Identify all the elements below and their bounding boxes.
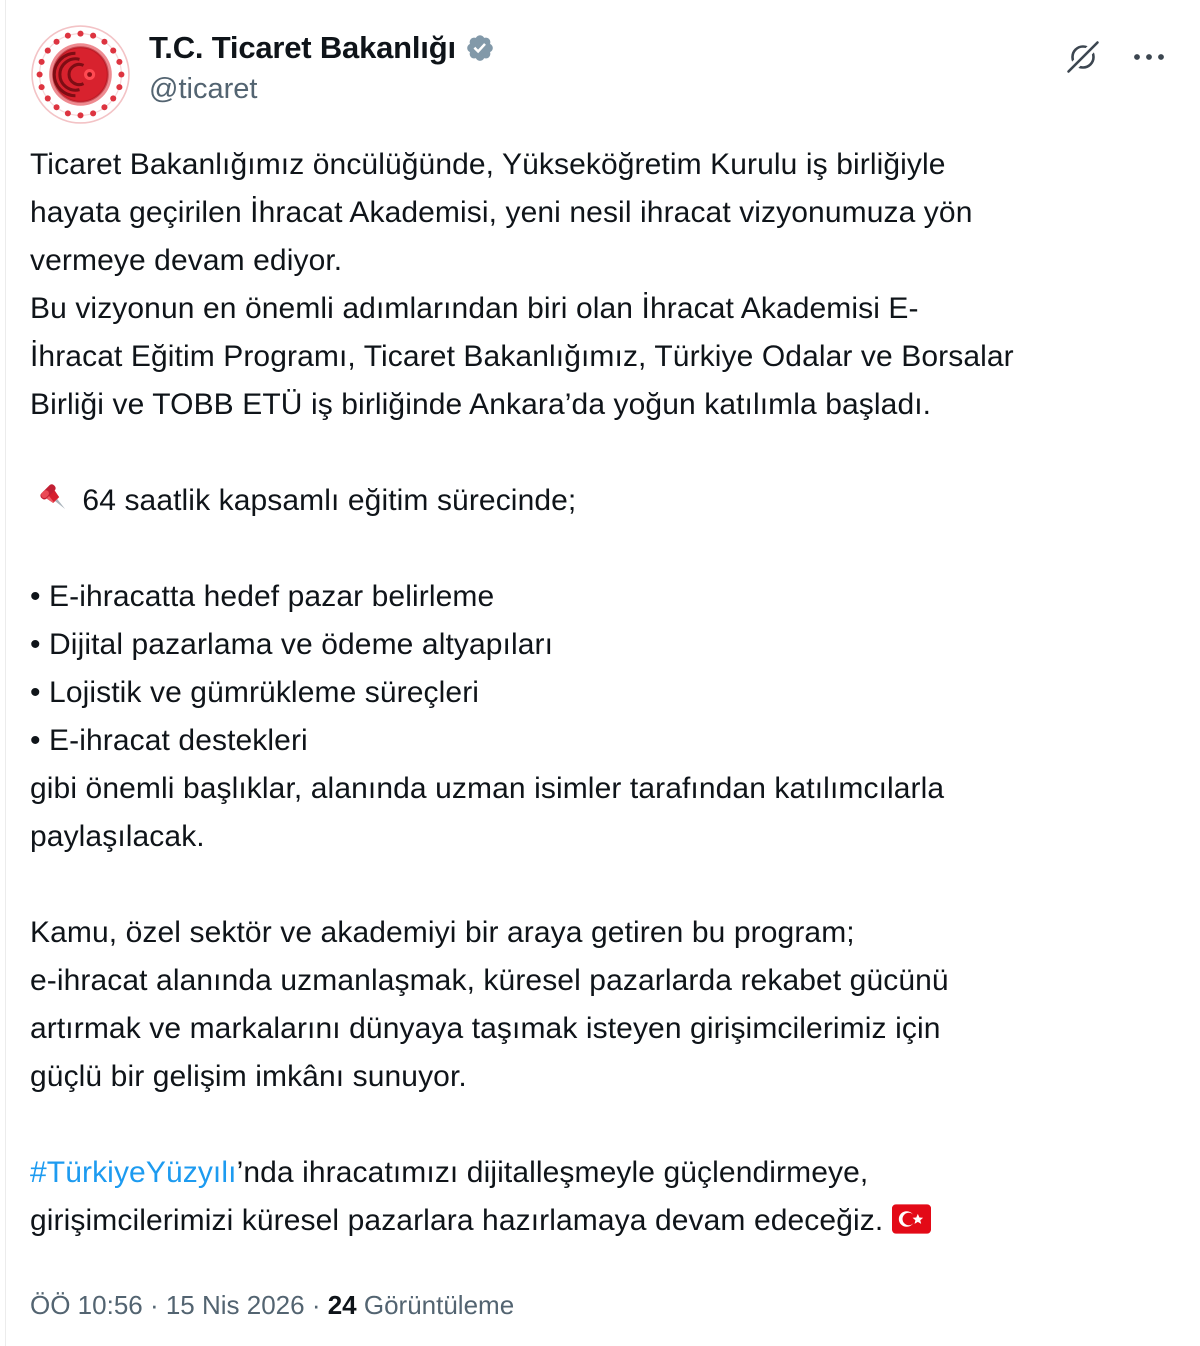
text-segment: Kamu, özel sektör ve akademiyi bir araya getiren bu program; [30, 916, 855, 949]
text-segment: gibi önemli başlıklar, alanında uzman isimler tarafından katılımcılarla [30, 772, 945, 805]
timestamp-row [30, 1289, 1166, 1321]
text-segment: ’nda ihracatımızı dijitalleşmeyle güçlendirmeye, [236, 1156, 869, 1189]
text-segment: e-ihracat alanında uzmanlaşmak, küresel pazarlarda rekabet gücünü [30, 964, 949, 997]
text-segment: • Lojistik ve gümrükleme süreçleri [30, 676, 480, 709]
bullet-list-line [30, 765, 1166, 813]
paragraph-1-line [30, 237, 1166, 285]
verified-badge-icon[interactable] [465, 33, 495, 63]
text-segment: paylaşılacak. [30, 820, 205, 853]
user-handle[interactable]: @ticaret [149, 73, 258, 105]
views-count: 24 [327, 1290, 357, 1320]
paragraph-1-line [30, 141, 1166, 189]
text-segment: güçlü bir gelişim imkânı sunuyor. [30, 1060, 467, 1093]
bullet-list-line [30, 717, 1166, 765]
avatar[interactable] [30, 24, 131, 125]
text-segment: • E-ihracatta hedef pazar belirleme [30, 580, 495, 613]
text-segment: Ticaret Bakanlığımız öncülüğünde, Yükseköğretim Kurulu iş birliğiyle [30, 148, 946, 181]
blank-line [30, 1101, 1166, 1149]
name-block [149, 24, 1064, 106]
bullet-list-line [30, 573, 1166, 621]
paragraph-3-line [30, 1005, 1166, 1053]
header-actions [1064, 38, 1166, 76]
text-segment: Bu vizyonun en önemli adımlarından biri olan İhracat Akademisi E- [30, 292, 919, 325]
text-segment: • E-ihracat destekleri [30, 724, 308, 757]
blank-line [30, 429, 1166, 477]
display-name[interactable]: T.C. Ticaret Bakanlığı [149, 30, 456, 65]
text-segment: vermeye devam ediyor. [30, 244, 343, 277]
turkey-flag-icon [892, 1201, 931, 1249]
bullet-list-line [30, 621, 1166, 669]
paragraph-1-line [30, 189, 1166, 237]
text-segment: • Dijital pazarlama ve ödeme altyapıları [30, 628, 554, 661]
text-segment: Birliği ve TOBB ETÜ iş birliğinde Ankara’da yoğun katılımla başladı. [30, 388, 932, 421]
paragraph-2-line [30, 333, 1166, 381]
paragraph-3-line [30, 909, 1166, 957]
hashtag-paragraph-line [30, 1197, 1166, 1245]
grok-actions-icon[interactable] [1064, 38, 1102, 76]
views-label: Görüntüleme [356, 1290, 515, 1320]
text-segment: artırmak ve markalarını dünyaya taşımak isteyen girişimcilerimiz için [30, 1012, 941, 1045]
blank-line [30, 861, 1166, 909]
paragraph-3-line [30, 1053, 1166, 1101]
ticaret-bakanligi-logo-icon [30, 24, 131, 125]
bullet-list-line [30, 813, 1166, 861]
blank-line [30, 525, 1166, 573]
paragraph-2-line [30, 285, 1166, 333]
column-divider [5, 0, 6, 1346]
more-icon[interactable] [1132, 51, 1166, 63]
tweet-text [30, 141, 1166, 1245]
pin-line-line [30, 477, 1166, 525]
text-segment: hayata geçirilen İhracat Akademisi, yeni nesil ihracat vizyonumuza yön [30, 196, 973, 229]
timestamp: ÖÖ 10:56 · 15 Nis 2026 · [30, 1290, 328, 1320]
text-segment: girişimcilerimizi küresel pazarlara hazırlamaya devam edeceğiz. [30, 1204, 892, 1237]
hashtag-paragraph-line [30, 1149, 1166, 1197]
text-segment: İhracat Eğitim Programı, Ticaret Bakanlığımız, Türkiye Odalar ve Borsalar [30, 340, 1014, 373]
text-segment: 64 saatlik kapsamlı eğitim sürecinde; [74, 484, 577, 517]
paragraph-2-line [30, 381, 1166, 429]
hashtag-link[interactable]: #TürkiyeYüzyılı [30, 1156, 237, 1189]
tweet-header [30, 24, 1166, 125]
paragraph-3-line [30, 957, 1166, 1005]
bullet-list-line [30, 669, 1166, 717]
